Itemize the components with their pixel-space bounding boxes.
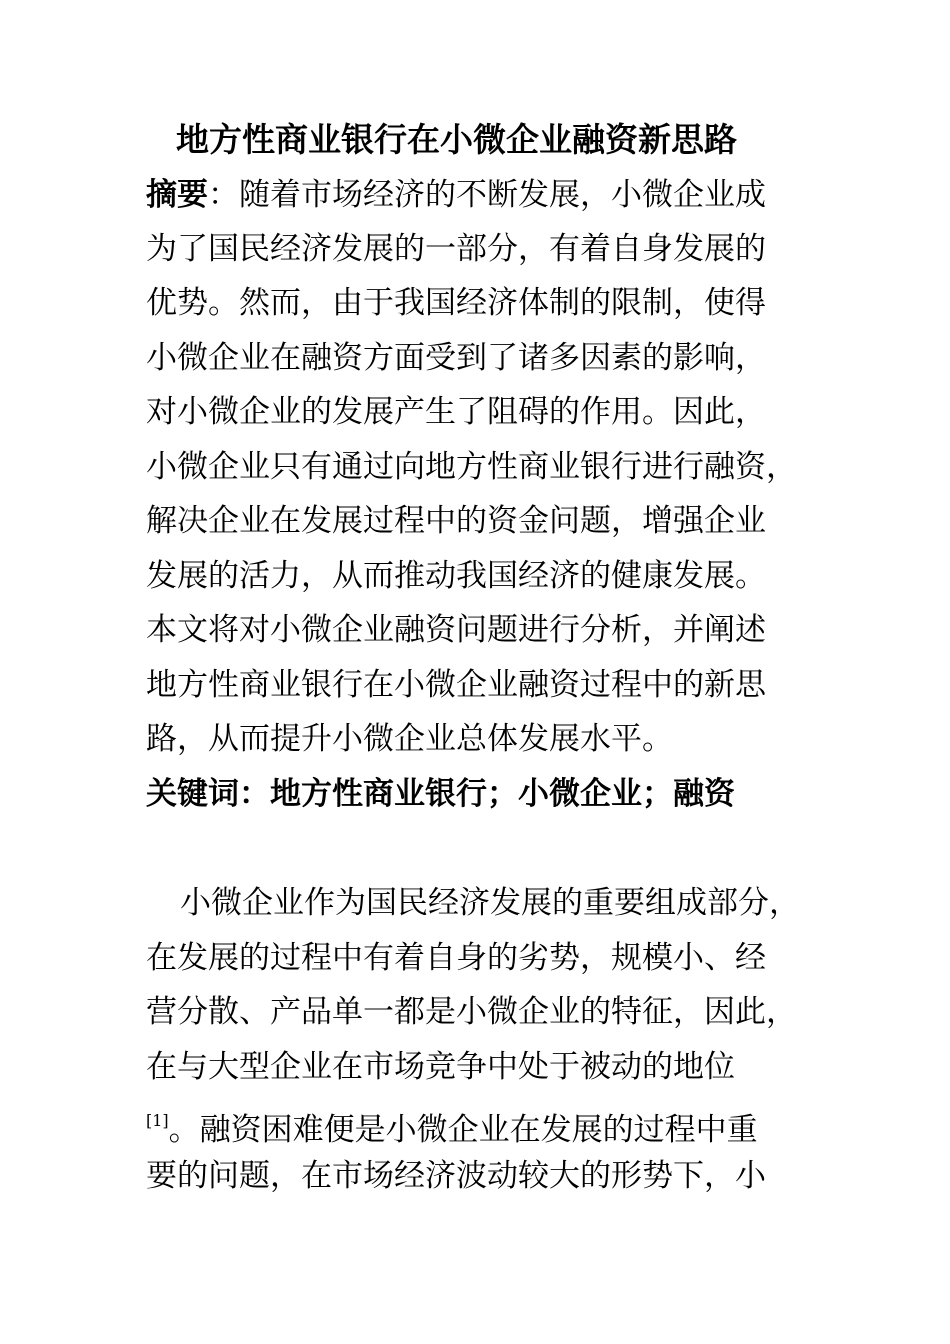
keywords-text: 地方性商业银行；小微企业；融资	[270, 776, 735, 812]
body-line-6: 要的问题，在市场经济波动较大的形势下，小	[146, 1158, 766, 1194]
abstract-line-1	[146, 168, 766, 222]
abstract-line-3: 优势。然而，由于我国经济体制的限制，使得	[146, 285, 766, 321]
body-line-1: 小微企业作为国民经济发展的重要组成部分，	[180, 885, 800, 921]
page-title: 地方性商业银行在小微企业融资新思路	[176, 120, 737, 159]
abstract-line-2: 为了国民经济发展的一部分，有着自身发展的	[146, 231, 766, 267]
citation-marker: [1]	[146, 1111, 169, 1130]
abstract-line-10: 地方性商业银行在小微企业融资过程中的新思	[146, 667, 766, 703]
abstract-line-7: 解决企业在发展过程中的资金问题，增强企业	[146, 503, 766, 539]
body-line-4: 在与大型企业在市场竞争中处于被动的地位	[146, 1049, 735, 1085]
body-line-3: 营分散、产品单一都是小微企业的特征，因此，	[146, 994, 797, 1030]
abstract-colon: ：	[208, 177, 239, 213]
abstract-line-4: 小微企业在融资方面受到了诸多因素的影响，	[146, 340, 766, 376]
abstract-line-6: 小微企业只有通过向地方性商业银行进行融资，	[146, 449, 797, 485]
body-line-5	[146, 1094, 758, 1157]
keywords-label: 关键词：	[146, 776, 270, 812]
abstract-line-8: 发展的活力，从而推动我国经济的健康发展。	[146, 558, 766, 594]
body-text-5: 。融资困难便是小微企业在发展的过程中重	[168, 1112, 758, 1148]
abstract-line-11: 路，从而提升小微企业总体发展水平。	[146, 721, 673, 757]
abstract-text-1: 随着市场经济的不断发展，小微企业成	[239, 177, 766, 213]
abstract-label: 摘要	[146, 177, 208, 213]
abstract-line-9: 本文将对小微企业融资问题进行分析，并阐述	[146, 612, 766, 648]
abstract-line-5: 对小微企业的发展产生了阻碍的作用。因此，	[146, 394, 766, 430]
keywords-line	[146, 767, 735, 821]
body-line-2: 在发展的过程中有着自身的劣势，规模小、经	[146, 940, 766, 976]
